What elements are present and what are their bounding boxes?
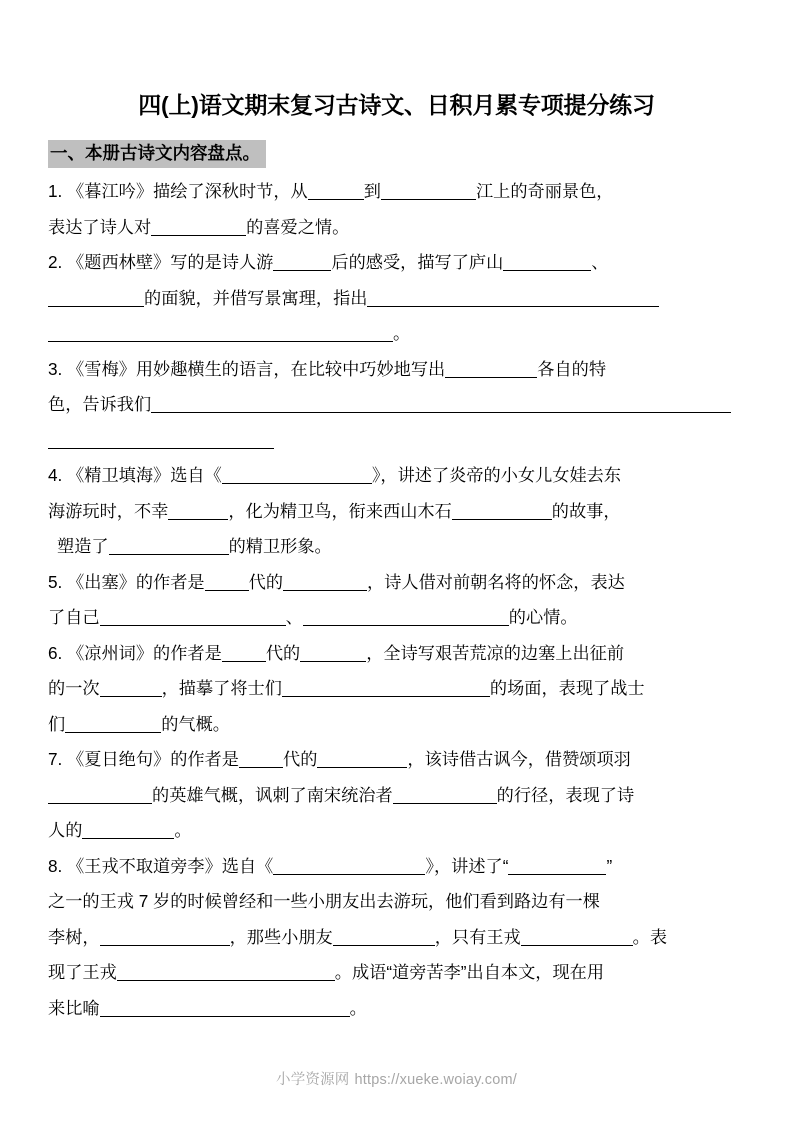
answer-blank[interactable] (100, 608, 286, 626)
question-text: 人的 (48, 820, 83, 841)
question-text: 各自的特 (537, 358, 607, 379)
question-line (48, 494, 745, 530)
question-text: 2. 《题西林壁》写的是诗人游 (48, 252, 274, 273)
question-line (48, 529, 745, 565)
question-line (48, 778, 745, 814)
answer-blank[interactable] (151, 395, 731, 413)
question-text: 4. 《精卫填海》选自《 (48, 465, 222, 486)
question-text: 6. 《凉州词》的作者是 (48, 642, 222, 663)
answer-blank[interactable] (48, 324, 393, 342)
answer-blank[interactable] (445, 360, 537, 378)
question-text: 后的感受，描写了庐山 (331, 252, 504, 273)
page-title: 四(上)语文期末复习古诗文、日积月累专项提分练习 (138, 92, 655, 118)
question-text: 李树， (48, 926, 100, 947)
answer-blank[interactable] (503, 253, 591, 271)
question-line (48, 565, 745, 601)
question-text: 现了王戎 (48, 962, 117, 983)
answer-blank[interactable] (222, 644, 266, 662)
answer-blank[interactable] (282, 679, 490, 697)
answer-blank[interactable] (393, 786, 497, 804)
question-text: 的精卫形象。 (228, 536, 332, 557)
question-line (48, 600, 745, 636)
question-2 (48, 245, 745, 352)
question-5 (48, 565, 745, 636)
answer-blank[interactable] (151, 218, 246, 236)
answer-blank[interactable] (300, 644, 366, 662)
question-text: 色，告诉我们 (48, 394, 152, 415)
answer-blank[interactable] (65, 715, 161, 733)
answer-blank[interactable] (100, 928, 230, 946)
question-text: ，只有王戎 (434, 926, 521, 947)
question-text: 1. 《暮江吟》描绘了深秋时节，从 (48, 181, 308, 202)
answer-blank[interactable] (109, 537, 229, 555)
question-text: 表达了诗人对 (48, 216, 152, 237)
question-text: 7. 《夏日绝句》的作者是 (48, 749, 239, 770)
answer-blank[interactable] (117, 963, 335, 981)
question-text: 代的 (265, 642, 301, 663)
answer-blank[interactable] (333, 928, 435, 946)
question-text: 的面貌，并借写景寓理，指出 (144, 287, 368, 308)
question-text: 的心情。 (508, 607, 578, 628)
question-text: 的气概。 (161, 713, 230, 734)
question-text: 》，讲述了“ (425, 855, 509, 876)
question-line (48, 920, 745, 956)
answer-blank[interactable] (273, 857, 425, 875)
question-line (48, 210, 745, 246)
answer-blank[interactable] (48, 431, 274, 449)
question-text: 海游玩时，不幸 (48, 500, 169, 521)
question-line (48, 423, 745, 459)
question-text: 的一次 (48, 678, 100, 699)
question-text: 的喜爱之情。 (246, 216, 350, 237)
question-text: 了自己 (48, 607, 100, 628)
question-text: 的场面，表现了战士 (489, 678, 645, 699)
question-text: 。表 (632, 926, 668, 947)
question-line (48, 707, 745, 743)
question-text: 到 (363, 181, 381, 202)
question-text: 。 (174, 820, 192, 841)
question-4 (48, 458, 745, 565)
question-text: 的英雄气概，讽刺了南宋统治者 (152, 784, 393, 805)
question-text: 塑造了 (57, 536, 109, 557)
question-line (48, 636, 745, 672)
watermark-url: https://xueke.woiay.com/ (354, 1072, 517, 1088)
footer-watermark (0, 1068, 793, 1089)
section-heading: 一、本册古诗文内容盘点。 (48, 140, 266, 169)
answer-blank[interactable] (308, 182, 364, 200)
question-text: 代的 (283, 749, 318, 770)
question-line (48, 281, 745, 317)
answer-blank[interactable] (205, 573, 249, 591)
question-text: 代的 (248, 571, 284, 592)
question-text: 、 (285, 607, 303, 628)
question-text: 江上的奇丽景色， (475, 181, 614, 202)
question-7 (48, 742, 745, 849)
answer-blank[interactable] (273, 253, 331, 271)
answer-blank[interactable] (283, 573, 367, 591)
question-text: 、 (591, 252, 609, 273)
question-text: 之一的王戎 7 岁的时候曾经和一些小朋友出去游玩，他们看到路边有一棵 (48, 891, 600, 912)
answer-blank[interactable] (100, 999, 350, 1017)
question-line (48, 245, 745, 281)
question-line (48, 316, 745, 352)
question-line (48, 458, 745, 494)
question-text: 5. 《出塞》的作者是 (48, 571, 205, 592)
question-text: ” (606, 855, 613, 876)
answer-blank[interactable] (452, 502, 552, 520)
question-3 (48, 352, 745, 459)
section-heading-wrap (48, 140, 745, 169)
question-text: 3. 《雪梅》用妙趣横生的语言，在比较中巧妙地写出 (48, 358, 446, 379)
watermark-site-name: 小学资源网 (276, 1072, 350, 1088)
sections-container (48, 140, 745, 1027)
question-line (48, 742, 745, 778)
question-text: 们 (48, 713, 66, 734)
answer-blank[interactable] (222, 466, 372, 484)
question-6 (48, 636, 745, 743)
question-text: 》，讲述了炎帝的小女儿女娃去东 (371, 465, 622, 486)
question-text: 。 (393, 323, 411, 344)
question-8 (48, 849, 745, 1027)
question-line (48, 955, 745, 991)
question-text: 的行径，表现了诗 (496, 784, 635, 805)
question-text: 。成语“道旁苦李”出自本文，现在用 (334, 962, 605, 983)
question-line (48, 813, 745, 849)
question-line (48, 849, 745, 885)
question-text: ，化为精卫鸟，衔来西山木石 (228, 500, 452, 521)
answer-blank[interactable] (168, 502, 228, 520)
question-text: 的故事， (551, 500, 621, 521)
answer-blank[interactable] (367, 289, 659, 307)
question-text: 8. 《王戎不取道旁李》选自《 (48, 855, 274, 876)
question-line (48, 352, 745, 388)
question-1 (48, 174, 745, 245)
question-line (48, 884, 745, 920)
answer-blank[interactable] (317, 750, 407, 768)
answer-blank[interactable] (48, 786, 152, 804)
answer-blank[interactable] (82, 821, 174, 839)
question-text: ，全诗写艰苦荒凉的边塞上出征前 (366, 642, 625, 663)
answer-blank[interactable] (521, 928, 633, 946)
question-text: 。 (349, 997, 367, 1018)
question-text: ，诗人借对前朝名将的怀念，表达 (367, 571, 625, 592)
question-text: ，那些小朋友 (229, 926, 333, 947)
answer-blank[interactable] (303, 608, 509, 626)
question-text: ，描摹了将士们 (161, 678, 282, 699)
question-line (48, 991, 745, 1027)
question-text: 来比喻 (48, 997, 100, 1018)
answer-blank[interactable] (381, 182, 476, 200)
question-line (48, 671, 745, 707)
question-line (48, 387, 745, 423)
question-text: ，该诗借古讽今，借赞颂项羽 (407, 749, 631, 770)
answer-blank[interactable] (100, 679, 162, 697)
answer-blank[interactable] (239, 750, 283, 768)
question-line (48, 174, 745, 210)
answer-blank[interactable] (48, 289, 144, 307)
answer-blank[interactable] (508, 857, 606, 875)
